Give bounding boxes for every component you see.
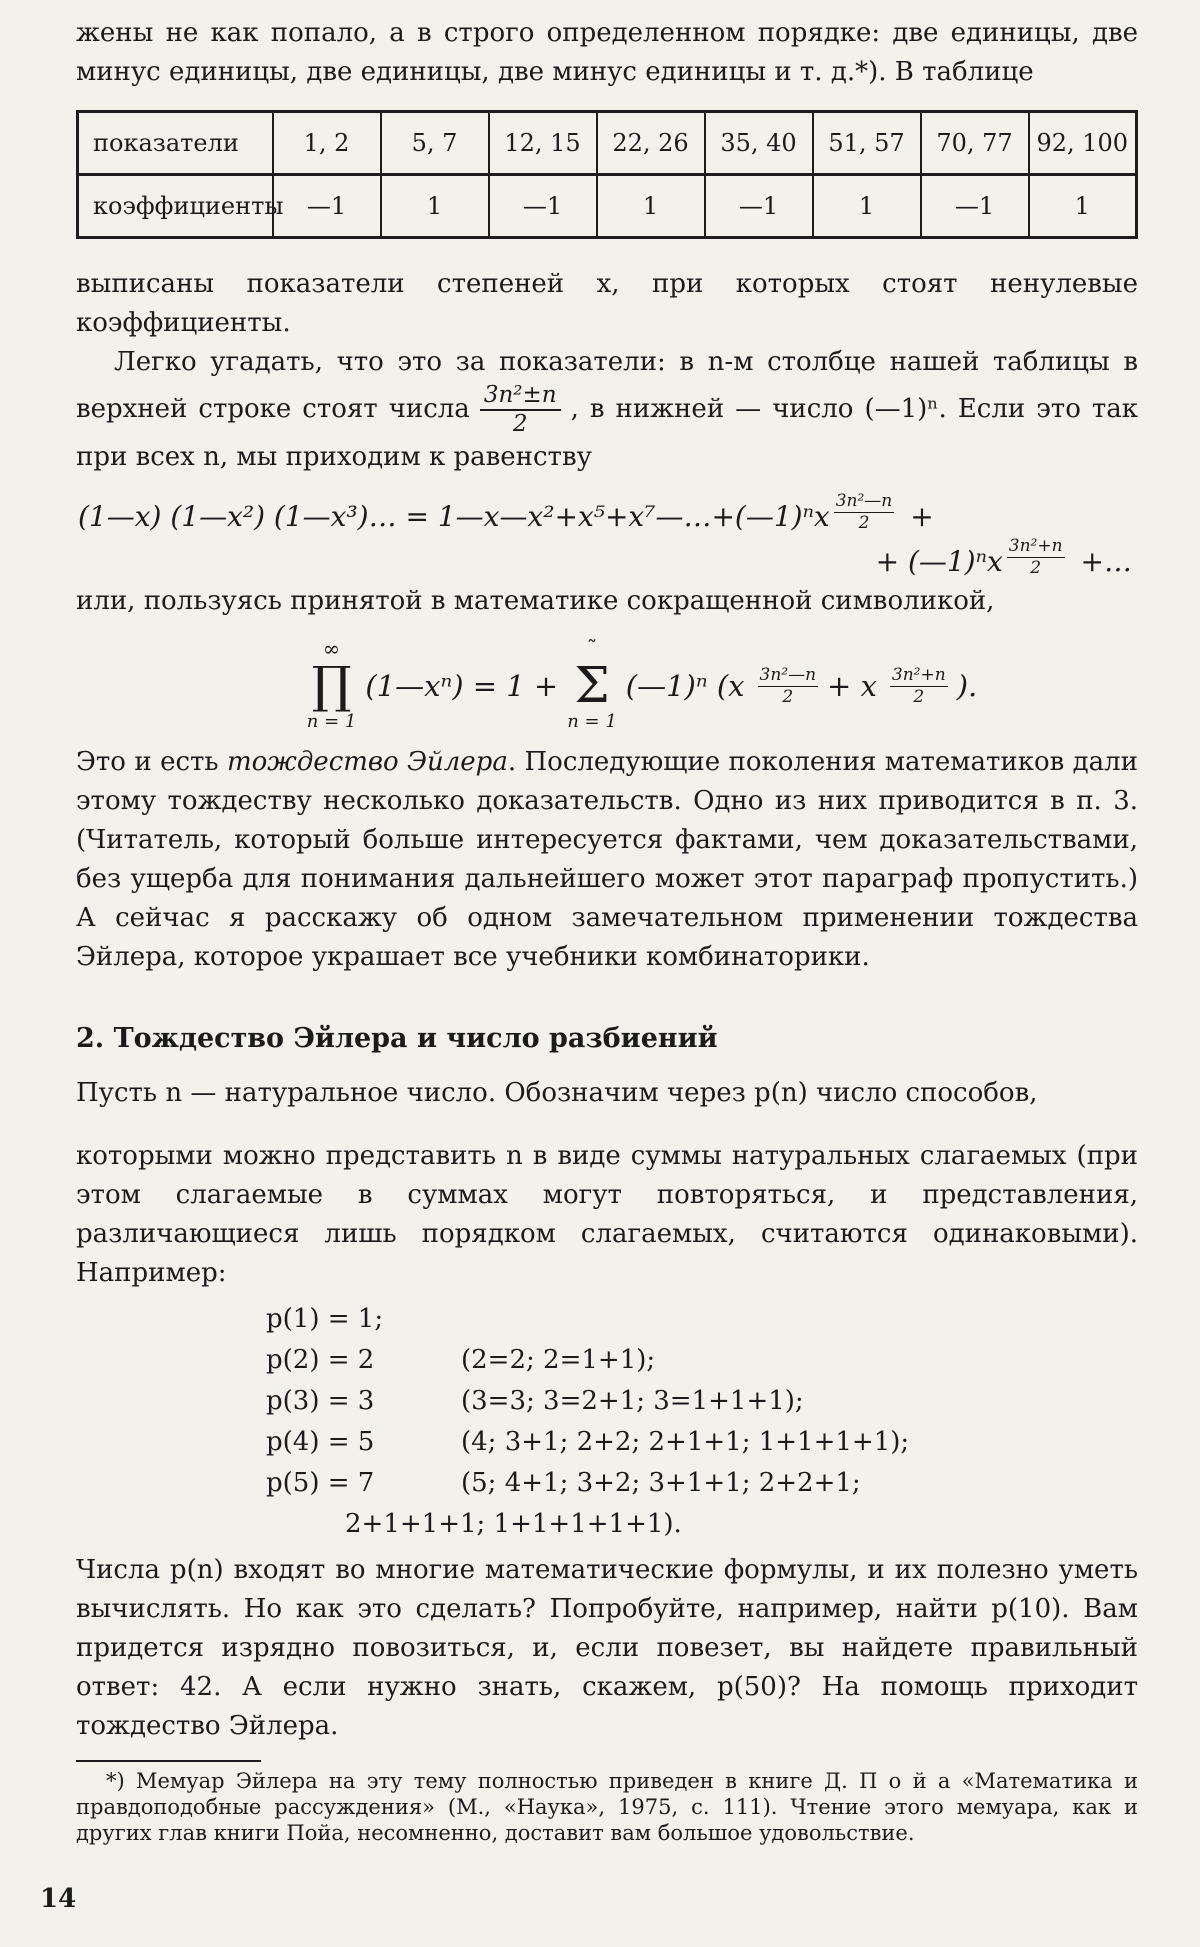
table-cell: 1: [1029, 175, 1137, 238]
fraction-denominator: 2: [512, 411, 528, 438]
table-cell: 35, 40: [705, 112, 813, 175]
sum-upper-mark: ˜: [586, 637, 598, 662]
section-heading: 2. Тождество Эйлера и число разбиений: [76, 1023, 718, 1055]
example-row: [266, 1463, 1138, 1504]
text: Это и есть: [76, 747, 227, 778]
intro-paragraph: жены не как попало, а в строго определенном порядке: две единицы, две минус единицы, две единицы, две минус единицы и т. д.*). В таблице: [76, 18, 1138, 87]
table-cell: —1: [489, 175, 597, 238]
table-cell: —1: [705, 175, 813, 238]
euler-identity-equation: [146, 639, 1138, 733]
example-lhs: p(2) = 2: [266, 1345, 375, 1376]
example-rhs: (3=3; 3=2+1; 3=1+1+1);: [461, 1386, 804, 1417]
guess-text-a: Легко угадать, что это за показатели: в n-м столбце нашей таблицы в верхней строке стоят числа: [76, 347, 1138, 424]
sum-operator: [567, 639, 617, 733]
table-row-exponents: [78, 112, 1137, 175]
product-operator: [307, 639, 357, 733]
example-row: [266, 1299, 1138, 1340]
equation-line-2: [76, 536, 1138, 579]
equation-body: (—1)ⁿ (x: [625, 668, 745, 703]
exponent-fraction: [890, 665, 948, 708]
inline-fraction: [480, 382, 561, 438]
plus-sign: +: [910, 499, 934, 533]
fraction-denominator: 2: [913, 687, 925, 708]
fraction-denominator: 2: [782, 687, 794, 708]
text: . Последующие поколения математиков дали этому тождеству несколько доказательств. Одно из них приводится в п. 3. (Читатель, который больше интересуется фактами, чем доказательствами, без ущерба для понимания дальнейшего может этот параграф пропустить.) А сейчас я расскажу об одном замечательном применении тождества Эйлера, которое украшает все учебники комбинаторики.: [76, 747, 1139, 973]
sum-symbol: Σ: [574, 656, 610, 715]
partition-examples: [76, 1299, 1138, 1545]
equation-line-1: [76, 491, 1138, 534]
example-row: [266, 1340, 1138, 1381]
row-label-coefficients: коэффициенты: [78, 175, 273, 238]
equation-body: (1—xⁿ) = 1 +: [365, 668, 559, 703]
example-row: [266, 1381, 1138, 1422]
table-cell: 92, 100: [1029, 112, 1137, 175]
infinity-symbol: ∞: [322, 637, 341, 662]
footnote-text: *) Мемуар Эйлера на эту тему полностью приведен в книге Д. П о й а «Математика и правдоподобные рассуждения» (М., «Наука», 1975, с. 111). Чтение этого мемуара, как и других глав книги Пойа, несомненно, доставит вам большое удовольствие.: [76, 1769, 1138, 1846]
after-table-paragraph: выписаны показатели степеней x, при которых стоят ненулевые коэффициенты.: [76, 269, 1138, 338]
exponents-coefficients-table: [76, 110, 1138, 239]
table-cell: —1: [273, 175, 381, 238]
fraction-denominator: 2: [858, 513, 870, 534]
euler-identity-emphasis: тождество Эйлера: [226, 747, 508, 778]
footnote-rule: [76, 1760, 261, 1762]
ellipsis: +…: [1080, 544, 1132, 578]
table-cell: 70, 77: [921, 112, 1029, 175]
fraction-numerator: 3n²—n: [758, 665, 819, 687]
row-label-exponents: показатели: [78, 112, 273, 175]
fraction-denominator: 2: [1030, 558, 1042, 579]
fraction-numerator: 3n²+n: [890, 665, 948, 687]
equation-body: + x: [827, 668, 877, 703]
guess-paragraph: [76, 343, 1138, 477]
example-rhs: (2=2; 2=1+1);: [461, 1345, 656, 1376]
page-number: 14: [40, 1884, 77, 1914]
example-lhs: p(3) = 3: [266, 1386, 375, 1417]
example-lhs: p(1) = 1;: [266, 1304, 384, 1335]
product-expansion-equation: [76, 491, 1138, 579]
partitions-paragraph: которыми можно представить n в виде суммы натуральных слагаемых (при этом слагаемые в суммах могут повторяться, и представления, различающиеся лишь порядком слагаемых, считаются одинаковыми). Например:: [76, 1141, 1138, 1289]
example-rhs: (5; 4+1; 3+2; 3+1+1; 2+2+1;: [461, 1468, 861, 1499]
fraction-numerator: 3n²+n: [1007, 536, 1065, 558]
sum-lower-limit: n = 1: [567, 711, 617, 733]
example-row: [266, 1422, 1138, 1463]
example-lhs: p(4) = 5: [266, 1427, 375, 1458]
table-cell: 1, 2: [273, 112, 381, 175]
fraction-numerator: 3n²±n: [480, 382, 561, 411]
product-symbol: ∏: [311, 656, 352, 715]
table-cell: 5, 7: [381, 112, 489, 175]
example-rhs: [461, 1299, 1138, 1340]
example-lhs: p(5) = 7: [266, 1468, 375, 1499]
product-lower-limit: n = 1: [306, 711, 357, 733]
table-cell: 51, 57: [813, 112, 921, 175]
example-rhs: (4; 3+1; 2+2; 2+1+1; 1+1+1+1);: [461, 1427, 910, 1458]
euler-identity-paragraph: [76, 743, 1138, 977]
exponent-fraction: [1007, 536, 1065, 579]
fraction-numerator: 3n²—n: [834, 491, 895, 513]
closing-paragraph: Числа p(n) входят во многие математические формулы, и их полезно уметь вычислять. Но как это сделать? Попробуйте, например, найти p(10). Вам придется изрядно повозиться, и, если повезет, вы найдете правильный ответ: 42. А если нужно знать, скажем, p(50)? На помощь приходит тождество Эйлера.: [76, 1555, 1138, 1742]
shorthand-paragraph: или, пользуясь принятой в математике сокращенной символикой,: [76, 586, 995, 617]
exponent-fraction: [758, 665, 819, 708]
table-cell: —1: [921, 175, 1029, 238]
equation-body: ).: [956, 668, 978, 703]
let-n-paragraph: Пусть n — натуральное число. Обозначим через p(n) число способов,: [76, 1078, 1038, 1109]
equation-body: (1—x) (1—x²) (1—x³)… = 1—x—x²+x⁵+x⁷—…+(—1)ⁿx: [78, 499, 830, 533]
example-row-continuation: [345, 1504, 1138, 1545]
exponent-fraction: [834, 491, 895, 534]
equation-body: + (—1)ⁿx: [875, 544, 1003, 578]
example-rhs: 2+1+1+1; 1+1+1+1+1).: [345, 1509, 682, 1540]
table-cell: 12, 15: [489, 112, 597, 175]
table-cell: 1: [381, 175, 489, 238]
table-cell: 1: [813, 175, 921, 238]
table-row-coefficients: [78, 175, 1137, 238]
table-cell: 1: [597, 175, 705, 238]
table-cell: 22, 26: [597, 112, 705, 175]
guess-text-b: , в нижней — число (—1)ⁿ. Если это так при всех n, мы приходим к равенству: [76, 393, 1138, 472]
